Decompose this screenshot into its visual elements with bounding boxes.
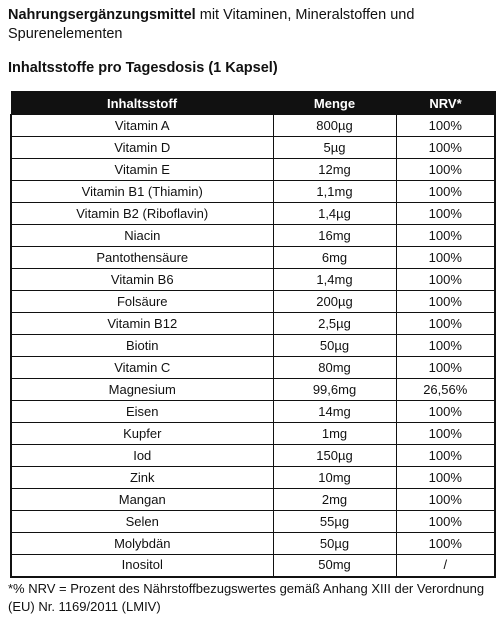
amount-cell: 150µg (273, 445, 396, 467)
ingredient-cell: Vitamin B6 (11, 269, 273, 291)
nrv-cell: 100% (396, 533, 495, 555)
amount-cell: 50mg (273, 555, 396, 577)
amount-cell: 50µg (273, 335, 396, 357)
nrv-cell: 100% (396, 115, 495, 137)
nrv-cell: 100% (396, 357, 495, 379)
ingredient-cell: Vitamin B2 (Riboflavin) (11, 203, 273, 225)
ingredient-cell: Vitamin B1 (Thiamin) (11, 181, 273, 203)
nrv-cell: 100% (396, 247, 495, 269)
ingredient-cell: Molybdän (11, 533, 273, 555)
ingredient-cell: Folsäure (11, 291, 273, 313)
table-row (11, 225, 495, 247)
ingredient-cell: Zink (11, 467, 273, 489)
amount-cell: 16mg (273, 225, 396, 247)
table-row (11, 555, 495, 577)
amount-cell: 800µg (273, 115, 396, 137)
product-description-rest: mit Vitaminen, Mineralstoffen und Spurenelementen (8, 7, 415, 42)
amount-cell: 50µg (273, 533, 396, 555)
amount-cell: 1,4µg (273, 203, 396, 225)
ingredient-cell: Vitamin B12 (11, 313, 273, 335)
ingredient-cell: Kupfer (11, 423, 273, 445)
header-amount: Menge (273, 92, 396, 115)
table-row (11, 181, 495, 203)
table-row (11, 379, 495, 401)
nrv-cell: 100% (396, 137, 495, 159)
amount-cell: 200µg (273, 291, 396, 313)
table-row (11, 313, 495, 335)
nrv-cell: 100% (396, 511, 495, 533)
table-row (11, 247, 495, 269)
table-row (11, 159, 495, 181)
table-header-row (11, 92, 495, 115)
table-row (11, 357, 495, 379)
nrv-cell: 100% (396, 445, 495, 467)
table-row (11, 291, 495, 313)
ingredient-cell: Eisen (11, 401, 273, 423)
ingredient-cell: Pantothensäure (11, 247, 273, 269)
footnote: *% NRV = Prozent des Nährstoffbezugswertes gemäß Anhang XIII der Verordnung (EU) Nr. 1169/2011 (LMIV) (8, 581, 485, 614)
section-heading: Inhaltsstoffe pro Tagesdosis (1 Kapsel) (8, 60, 278, 76)
ingredient-cell: Mangan (11, 489, 273, 511)
amount-cell: 2mg (273, 489, 396, 511)
nrv-cell: / (396, 555, 495, 577)
table-row (11, 445, 495, 467)
nrv-cell: 100% (396, 401, 495, 423)
table-row (11, 335, 495, 357)
nrv-cell: 100% (396, 225, 495, 247)
ingredient-cell: Niacin (11, 225, 273, 247)
header-nrv: NRV* (396, 92, 495, 115)
amount-cell: 1,4mg (273, 269, 396, 291)
ingredient-cell: Vitamin C (11, 357, 273, 379)
table-row (11, 533, 495, 555)
table-row (11, 137, 495, 159)
ingredient-cell: Iod (11, 445, 273, 467)
ingredient-cell: Vitamin D (11, 137, 273, 159)
amount-cell: 55µg (273, 511, 396, 533)
table-row (11, 115, 495, 137)
table-row (11, 467, 495, 489)
amount-cell: 80mg (273, 357, 396, 379)
amount-cell: 1mg (273, 423, 396, 445)
nrv-cell: 100% (396, 335, 495, 357)
table-row (11, 489, 495, 511)
amount-cell: 1,1mg (273, 181, 396, 203)
amount-cell: 12mg (273, 159, 396, 181)
nrv-cell: 26,56% (396, 379, 495, 401)
amount-cell: 5µg (273, 137, 396, 159)
product-type: Nahrungsergänzungsmittel (8, 7, 196, 23)
amount-cell: 10mg (273, 467, 396, 489)
nrv-cell: 100% (396, 203, 495, 225)
ingredients-table (10, 91, 496, 578)
ingredient-cell: Inositol (11, 555, 273, 577)
ingredient-cell: Vitamin E (11, 159, 273, 181)
table-row (11, 423, 495, 445)
amount-cell: 2,5µg (273, 313, 396, 335)
amount-cell: 14mg (273, 401, 396, 423)
ingredient-cell: Biotin (11, 335, 273, 357)
ingredient-cell: Magnesium (11, 379, 273, 401)
nrv-cell: 100% (396, 159, 495, 181)
nrv-cell: 100% (396, 467, 495, 489)
header-ingredient: Inhaltsstoff (11, 92, 273, 115)
table-row (11, 269, 495, 291)
amount-cell: 99,6mg (273, 379, 396, 401)
amount-cell: 6mg (273, 247, 396, 269)
nrv-cell: 100% (396, 313, 495, 335)
nrv-cell: 100% (396, 291, 495, 313)
ingredient-cell: Vitamin A (11, 115, 273, 137)
table-row (11, 401, 495, 423)
table-row (11, 203, 495, 225)
ingredient-cell: Selen (11, 511, 273, 533)
nrv-cell: 100% (396, 181, 495, 203)
product-description (8, 6, 498, 44)
nrv-cell: 100% (396, 269, 495, 291)
table-row (11, 511, 495, 533)
nrv-cell: 100% (396, 423, 495, 445)
nrv-cell: 100% (396, 489, 495, 511)
